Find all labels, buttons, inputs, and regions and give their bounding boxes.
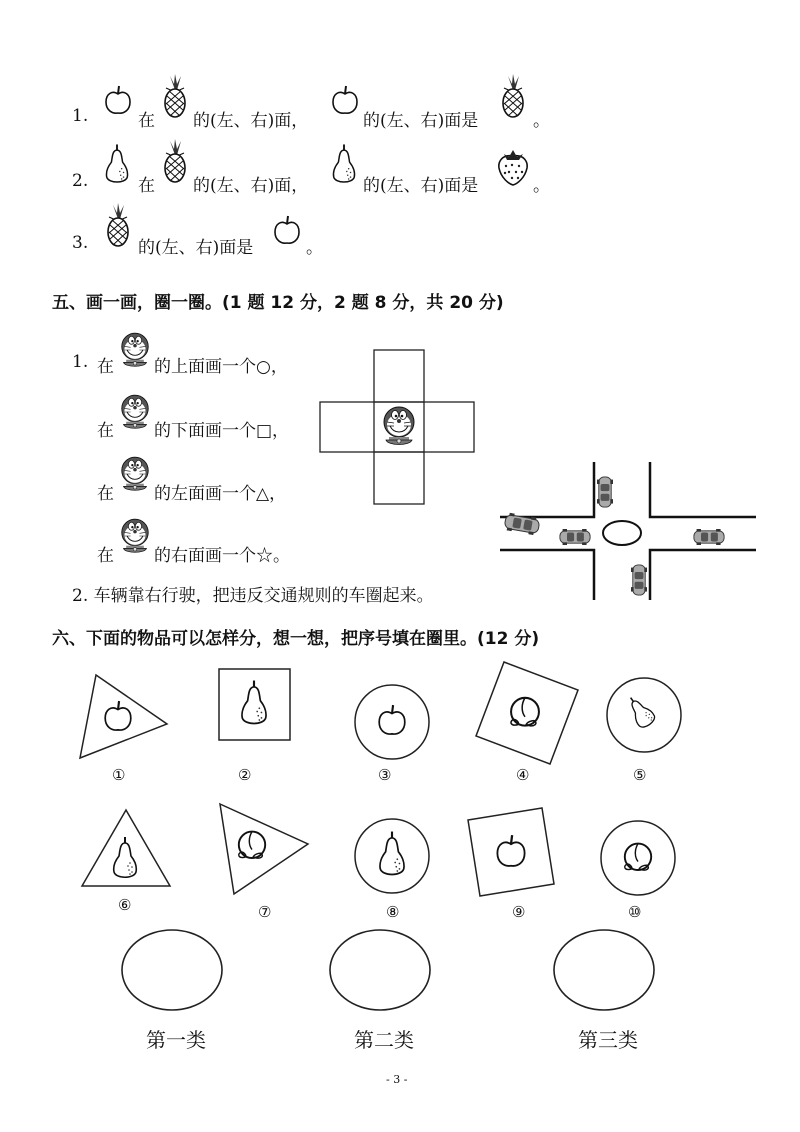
pear-icon	[114, 837, 137, 877]
item-4-label: ④	[516, 766, 530, 784]
peach-icon	[625, 844, 651, 870]
car-icon	[560, 529, 590, 545]
question-5-2: 2. 车辆靠右行驶，把违反交通规则的车圈起来。	[72, 586, 434, 606]
text: 的(左、右)面是	[363, 176, 479, 196]
page-number: - 3 -	[386, 1073, 408, 1086]
apple-icon	[497, 835, 524, 866]
item-8-circle-pear	[352, 816, 432, 896]
cross-grid[interactable]	[320, 350, 476, 506]
item-4-square-peach	[472, 660, 580, 768]
item-8-label: ⑧	[386, 903, 400, 921]
question-number: 3.	[72, 233, 89, 253]
item-1-triangle-apple	[78, 670, 170, 762]
text: 在	[97, 546, 114, 566]
item-5-label: ⑤	[633, 766, 647, 784]
answer-oval-3[interactable]	[552, 928, 656, 1012]
text: 在	[97, 421, 114, 441]
text: 在	[138, 111, 155, 131]
apple-icon	[105, 701, 131, 730]
item-5-circle-pear	[604, 675, 684, 755]
item-9-square-apple	[466, 806, 558, 898]
item-6-label: ⑥	[118, 896, 132, 914]
item-10-circle-peach	[598, 818, 678, 898]
doraemon-icon	[120, 518, 150, 554]
text: 的下面画一个□，	[154, 421, 290, 441]
pineapple-icon	[498, 74, 528, 118]
item-2-label: ②	[238, 766, 252, 784]
doraemon-icon	[384, 407, 414, 445]
question-number: 1.	[72, 352, 89, 372]
text: 。	[306, 238, 323, 258]
strawberry-icon	[496, 148, 530, 186]
text: 在	[138, 176, 155, 196]
text: 的右面画一个☆。	[154, 546, 290, 566]
item-1-label: ①	[112, 766, 126, 784]
pear-icon	[330, 144, 358, 186]
section-6-heading: 六、下面的物品可以怎样分，想一想，把序号填在圈里。(12 分)	[52, 629, 540, 649]
category-2-label: 第二类	[354, 1028, 414, 1052]
pear-icon	[242, 681, 266, 724]
text: 。	[533, 176, 550, 196]
item-3-label: ③	[378, 766, 392, 784]
text: 在	[97, 484, 114, 504]
doraemon-icon	[120, 332, 150, 368]
text: 。	[533, 111, 550, 131]
item-9-label: ⑨	[512, 903, 526, 921]
answer-oval-2[interactable]	[328, 928, 432, 1012]
question-number: 1.	[72, 106, 89, 126]
intersection-diagram[interactable]	[500, 460, 760, 602]
apple-icon	[272, 215, 302, 245]
text: 在	[97, 357, 114, 377]
car-icon	[694, 529, 724, 545]
pear-icon	[103, 144, 131, 186]
apple-icon	[330, 85, 360, 115]
peach-icon	[239, 832, 265, 858]
item-10-label: ⑩	[628, 903, 642, 921]
pineapple-icon	[103, 203, 133, 247]
text: 的(左、右)面是	[363, 111, 479, 131]
car-icon	[631, 565, 647, 595]
category-1-label: 第一类	[146, 1028, 206, 1052]
apple-icon	[379, 705, 405, 734]
text: 的左面画一个△，	[154, 484, 287, 504]
section-5-heading: 五、画一画，圈一圈。(1 题 12 分，2 题 8 分，共 20 分)	[52, 293, 504, 313]
pineapple-icon	[160, 74, 190, 118]
question-number: 2.	[72, 171, 89, 191]
text: 的(左、右)面，	[193, 176, 309, 196]
item-7-label: ⑦	[258, 903, 272, 921]
text: 的上面画一个○，	[154, 357, 288, 377]
category-3-label: 第三类	[578, 1028, 638, 1052]
answer-oval-1[interactable]	[120, 928, 224, 1012]
item-7-triangle-peach	[218, 802, 310, 896]
car-icon	[597, 477, 613, 507]
item-3-circle-apple	[352, 682, 432, 762]
car-icon	[504, 512, 541, 536]
doraemon-icon	[120, 394, 150, 430]
peach-icon	[511, 698, 539, 726]
text: 的(左、右)面，	[193, 111, 309, 131]
pear-icon	[623, 692, 657, 730]
doraemon-icon	[120, 456, 150, 492]
pineapple-icon	[160, 139, 190, 183]
pear-icon	[380, 832, 404, 875]
item-6-triangle-pear	[80, 808, 172, 888]
item-2-square-pear	[218, 668, 292, 742]
apple-icon	[103, 85, 133, 115]
text: 的(左、右)面是	[138, 238, 254, 258]
